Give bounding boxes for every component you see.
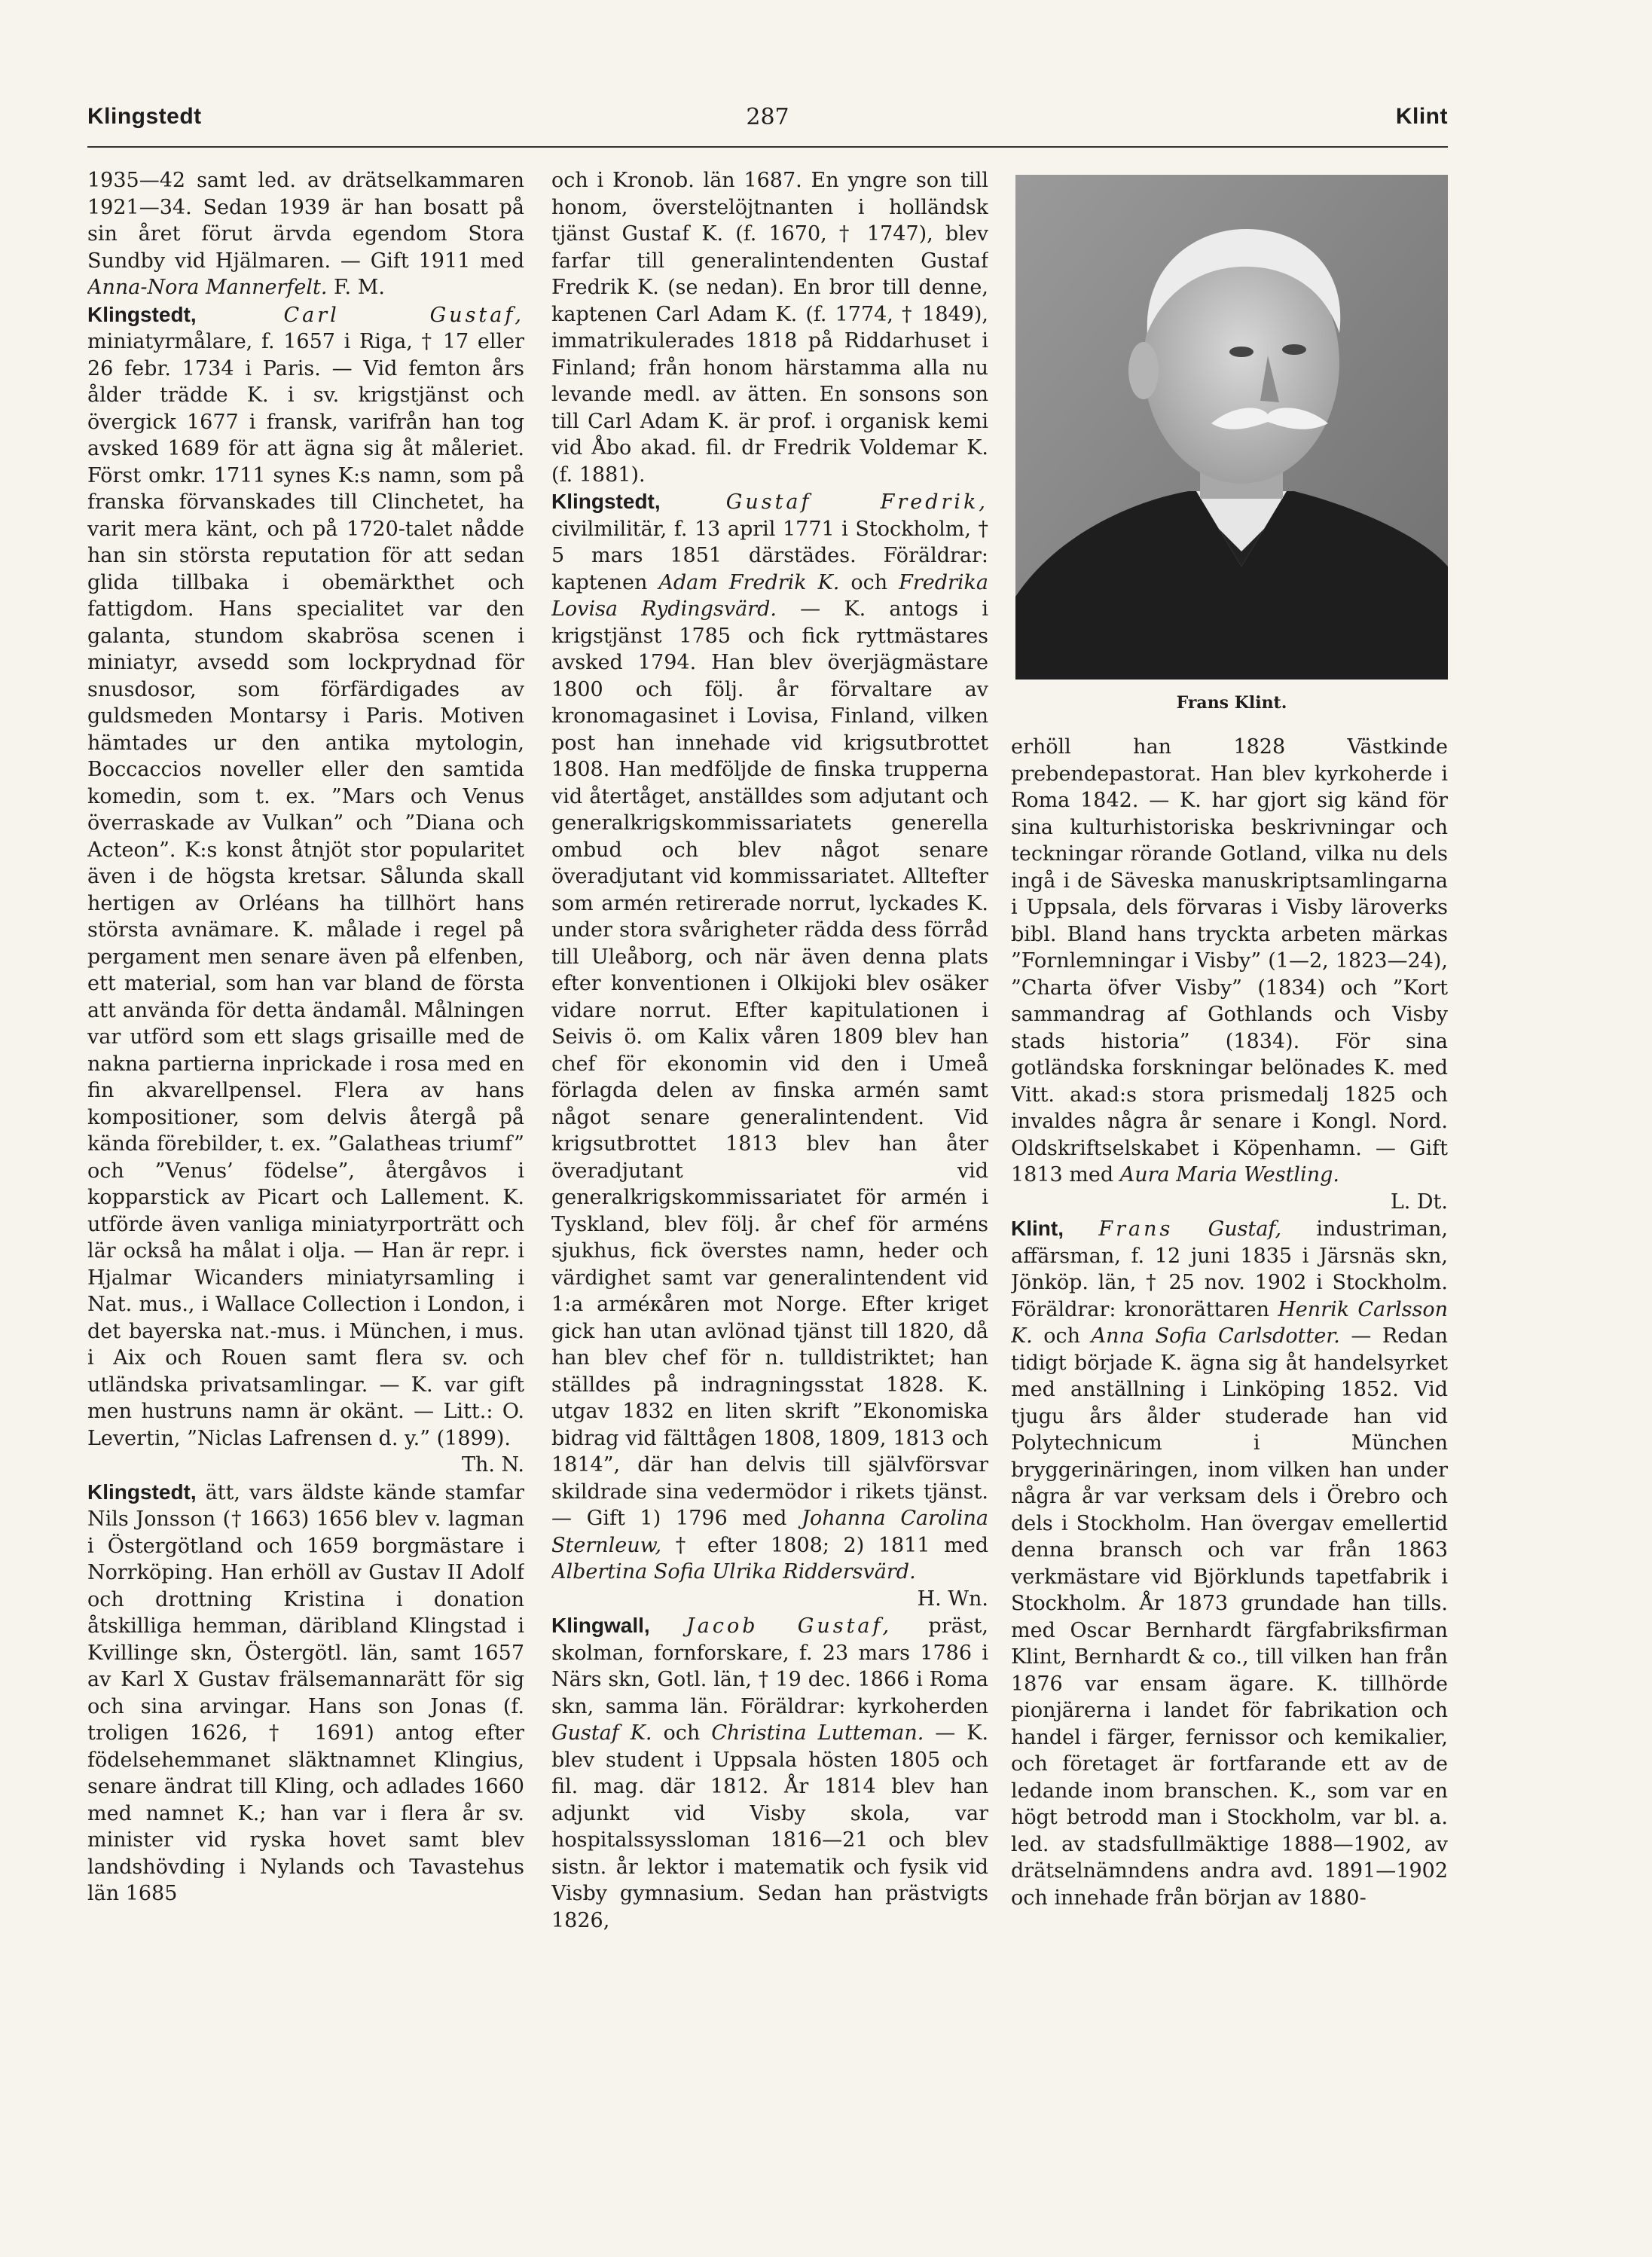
entry-continuation: [551, 167, 988, 488]
header-left-keyword: Klingstedt: [87, 104, 202, 129]
entry-text: civilmilitär, f. 13 april 1771 i Stockholm, † 5 mars 1851 därstädes. Föräldrar: kaptenen: [551, 517, 988, 594]
entry-headword: Klingstedt,: [87, 302, 197, 326]
entry-text: präst, skolman, fornforskare, f. 23 mars 1786 i Närs skn, Gotl. län, † 19 dec. 1866 i Roma skn, samma län. Föräldrar: kyrkoherden: [551, 1614, 988, 1718]
spouse-name: Johanna Carolina Sternleuw,: [551, 1507, 988, 1557]
entry-continuation: [1011, 734, 1448, 1215]
header-right-keyword: Klint: [1395, 104, 1448, 129]
author-signature: F. M.: [327, 276, 385, 299]
column-2: [551, 167, 988, 2216]
portrait-photo-frans-klint: [1015, 175, 1448, 680]
entry-jacob-gustaf-klingwall: [551, 1612, 988, 1934]
entry-text: — K. blev student i Uppsala hösten 1805 och fil. mag. där 1812. År 1814 blev han adjunkt vid Visby skola, var hospitalssyssloman 1816—21 och blev sistn. år lektor i matematik och fysik vid Visby gymnasium. Sedan han prästvigts 1826,: [551, 1721, 988, 1932]
parent-name: Fredrika Lovisa Rydingsvärd.: [551, 570, 988, 621]
conjunction: och: [652, 1721, 712, 1745]
entry-headword: Klint,: [1011, 1217, 1064, 1240]
column-1: [87, 167, 524, 2216]
entry-text: ätt, vars äldste kände stamfar Nils Jonsson († 1663) 1656 blev v. lagman i Östergötland och 1659 borgmästare i Norrköping. Han erhöll av Gustav II Adolf och drottning Kristina i donation åtskilliga hemman, däribland Klingstad i Kvillinge skn, Östergötl. län, samt 1657 av Karl X Gustav frälsemannarätt för sig och sina arvingar. Hans son Jonas (f. troligen 1626, † 1691) antog efter födelsehemmanet släktnamnet Klingius, senare ändrat till Kling, och adlades 1660 med namnet K.; han var i flera år sv. minister vid ryska hovet samt blev landshövding i Nylands och Tavastehus län 1685: [87, 1480, 524, 1905]
entry-headword: Klingwall,: [551, 1614, 650, 1637]
entry-text: miniatyrmålare, f. 1657 i Riga, † 17 eller 26 febr. 1734 i Paris. — Vid femton års ålder trädde K. i sv. krigstjänst och övergick 1677 i fransk, varifrån han tog avsked 1689 för att ägna sig åt måleriet. Först omkr. 1711 synes K:s namn, som på franska förvanskades till Clinchetet, ha varit mera känt, och på 1720-talet nådde han sin största reputation för att sedan glida tillbaka i obemärkthet och fattigdom. Hans specialitet var den galanta, stundom skabrösa scenen i miniatyr, avsedd som lockprydnad för snusdosor, som förfärdigades av guldsmeden Montarsy i Paris. Motiven hämtades ur den antika mytologin, Boccaccios noveller eller den samtida komedin, som t. ex. ”Mars och Venus överraskade av Vulkan” och ”Diana och Acteon”. K:s konst åtnjöt stor popularitet även i de högsta kretsar. Sålunda skall hertigen av Orléans ha tillhört hans största avnämare. K. målade i regel på pergament men senare även på elfenben, ett material, som han var bland de första att använda för detta ändamål. Målningen var utförd som ett slags grisaille med de nakna partierna inprickade i rosa med en fin akvarellpensel. Flera av hans kompositioner, som delvis återgå på kända förebilder, t. ex. ”Galatheas triumf” och ”Venus’ födelse”, återgåvos i kopparstick av Picart och Lallement. K. utförde även vanliga miniatyrporträtt och lär också ha målat i olja. — Han är repr. i Hjalmar Wicanders miniatyrsamling i Nat. mus., i Wallace Collection i London, i det bayerska nat.-mus. i München, i mus. i Aix och Rouen samt flera sv. och utländska privatsamlingar. — K. var gift men hustruns namn är okänt. — Litt.: O. Levertin, ”Niclas Lafrensen d. y.” (1899).: [87, 330, 524, 1450]
parent-name: Adam Fredrik K.: [658, 570, 840, 594]
portrait-image: [1015, 175, 1448, 680]
entry-text: — K. antogs i krigstjänst 1785 och fick ryttmästares avsked 1794. Han blev överjägmästare 1800 och följ. år förvaltare av kronomagasinet i Lovisa, Finland, vilken post han innehade vid krigsutbrottet 1808. Han medföljde de finska trupperna vid återtåget, anställdes som adjutant och generalkrigskommissariatets generella ombud och blev något senare överadjutant vid kommissariatet. Alltefter som armén retirerade norrut, lyckades K. under stora svårigheter rädda dess förråd till Uleåborg, och när även denna plats efter konventionen i Olkijoki blev osäker vidare norrut. Efter kapitulationen i Seivis ö. om Kalix våren 1809 blev han chef för ekonomin vid den i Umeå förlagda delen av finska armén samt något senare generalintendent. Vid krigsutbrottet 1813 blev han åter överadjutant vid generalkrigskommissariatet för armén i Tyskland, blev följ. år chef för arméns sjukhus, fick överstes namn, heder och värdighet samt var generalintendent vid 1:a arméкåren mot Norge. Efter kriget gick han utan avlönad tjänst till 1820, då han blev chef för n. tulldistriktet; han ställdes på indragningsstat 1828. K. utgav 1832 en liten skrift ”Ekonomiska bidrag vid fälttågen 1808, 1809, 1813 och 1814”, där han delvis till självförsvar skildrade sina vedermödor i rikets tjänst. — Gift 1) 1796 med: [551, 597, 988, 1530]
photo-caption: Frans Klint.: [1176, 693, 1287, 713]
entry-text: — Redan tidigt började K. ägna sig åt handelsyrket med anställning i Linköping 1852. Vid tjugu års ålder studerade han vid Polytechnicum i München bryggerinäringen, inom vilken han under några år var verksam dels i Örebro och dels i Stockholm. Han övergav emellertid denna bransch och var från 1863 verkmästare vid Björklunds tapetfabrik i Stockholm. År 1873 grundade han tills. med Oscar Bernhardt färgfabriksfirman Klint, Bernhardt & co., till vilken han från 1876 var ensam ägare. K. tillhörde pionjärerna i landet för fabrikation och handel i färger, fernissor och kemikalier, och företaget är fortfarande ett av de ledande inom branschen. K., som var en högt betrodd man i Stockholm, var bl. a. led. av stadsfullmäktige 1888—1902, av drätselnämndens andra avd. 1891—1902 och innehade från början av 1880-: [1011, 1324, 1448, 1910]
entry-carl-gustaf-klingstedt: [87, 301, 524, 1479]
entry-text: industriman, affärsman, f. 12 juni 1835 i Järsnäs skn, Jönköp. län, † 25 nov. 1902 i Stockholm. Föräldrar: kronorättaren: [1011, 1217, 1448, 1321]
entry-given-name-2: Gustaf,: [1173, 1217, 1282, 1241]
parent-name: Christina Lutteman.: [711, 1721, 924, 1745]
page-number: 287: [746, 104, 789, 130]
entry-given-name: Carl Gustaf,: [283, 303, 524, 327]
parent-name: Gustaf K.: [551, 1721, 652, 1745]
author-signature: L. Dt.: [1390, 1190, 1448, 1214]
spouse-name: Anna-Nora Mannerfelt.: [87, 276, 328, 299]
parent-name: Henrik Carlsson K.: [1011, 1297, 1448, 1348]
spouse-name: Albertina Sofia Ulrika Riddersvärd.: [551, 1560, 916, 1584]
entry-text: † efter 1808; 2) 1811 med: [661, 1533, 988, 1557]
entry-gustaf-fredrik-klingstedt: [551, 488, 988, 1612]
author-signature: H. Wn.: [917, 1587, 988, 1611]
entry-text: erhöll han 1828 Västkinde prebendepastorat. Han blev kyrkoherde i Roma 1842. — K. har gjort sig känd för sina kulturhistoriska beskrivningar och teckningar rörande Gotland, vilka nu dels ingå i de Säveska manuskriptsamlingarna i Uppsala, dels förvaras i Visby läroverks bibl. Bland hans tryckta arbeten märkas ”Fornlemningar i Visby” (1—2, 1823—24), ”Charta öfver Visby” (1834) och ”Kort sammandrag af Gothlands och Visby stads historia” (1834). För sina gotländska forskningar belönades K. med Vitt. akad:s stora prismedalj 1825 och invaldes några år senare i Kongl. Nord. Oldskriftselskabet i Köpenhamn. — Gift 1813 med: [1011, 735, 1448, 1187]
entry-klingstedt-family: [87, 1479, 524, 1907]
entry-continuation: [87, 167, 524, 301]
entry-frans-gustaf-klint: [1011, 1215, 1448, 1911]
entry-text: 1935—42 samt led. av drätselkammaren 1921—34. Sedan 1939 är han bosatt på sin året förut ärvda egendom Stora Sundby vid Hjälmaren. — Gift 1911 med: [87, 169, 524, 273]
conjunction: och: [839, 570, 899, 594]
entry-given-name: Gustaf Fredrik,: [725, 490, 988, 514]
spouse-name: Aura Maria Westling.: [1119, 1163, 1339, 1187]
author-signature: Th. N.: [461, 1453, 524, 1477]
entry-headword: Klingstedt,: [551, 490, 661, 513]
entry-text: och i Kronob. län 1687. En yngre son till honom, överstelöjtnanten i holländsk tjänst Gustaf K. (f. 1670, † 1747), blev farfar till generalintendenten Gustaf Fredrik K. (se nedan). En bror till denne, kaptenen Carl Adam K. (f. 1774, † 1849), immatrikulerades 1818 på Riddarhuset i Finland; från honom härstamma alla nu levande medl. av ätten. En sonsons son till Carl Adam K. är prof. i organisk kemi vid Åbo akad. fil. dr Fredrik Voldemar K. (f. 1881).: [551, 169, 988, 487]
entry-given-name: Jacob Gustaf,: [686, 1614, 893, 1638]
parent-name: Anna Sofia Carlsdotter.: [1091, 1324, 1340, 1348]
conjunction: och: [1032, 1324, 1092, 1348]
header-rule: [87, 146, 1448, 148]
running-header: [87, 104, 1448, 140]
entry-given-name: Frans: [1098, 1217, 1174, 1241]
column-3: [1011, 734, 1448, 2225]
entry-headword: Klingstedt,: [87, 1480, 197, 1504]
